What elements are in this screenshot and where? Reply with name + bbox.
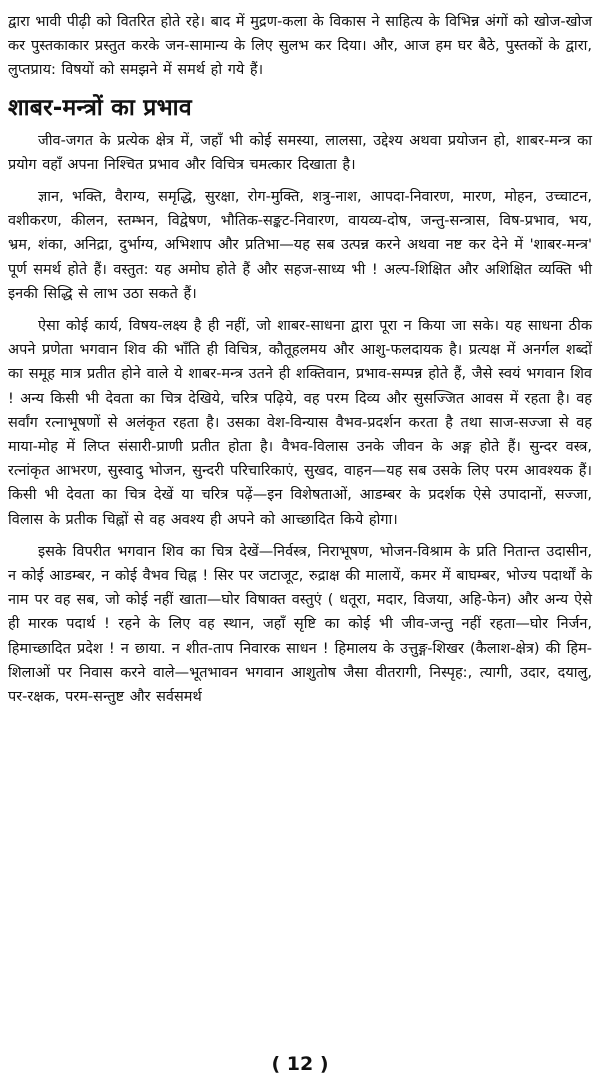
uses-paragraph: ज्ञान, भक्ति, वैराग्य, समृद्धि, सुरक्षा, रोग-मुक्ति, शत्रु-नाश, आपदा-निवारण, मारण, मोहन, उच्चाटन, वशीकरण, कीलन, स्तम्भन, विद्वेषण, भौतिक-सङ्कट-निवारण, वायव्य-दोष, जन्तु-सन्त्रास, विष-प्रभाव, भय, भ्रम, शंका, अनिद्रा, दुर्भाग्य, अभिशाप और प्रतिभा—यह सब उत्पन्न करने अथवा नष्ट कर देने में 'शाबर-मन्त्र' पूर्ण समर्थ होते हैं। वस्तुत: यह अमोघ होते हैं और सहज-साध्य भी ! अल्प-शिक्षित और अशिक्षित व्यक्ति भी इनकी सिद्धि से लाभ उठा सकते हैं। [8,189,592,302]
book-page [8,10,592,1075]
intro-paragraph: द्वारा भावी पीढ़ी को वितरित होते रहे। बाद में मुद्रण-कला के विकास ने साहित्य के विभिन्न अंगों को खोज-खोज कर पुस्तकाकार प्रस्तुत करके जन-सामान्य के लिए सुलभ कर दिया। और, आज हम घर बैठे, पुस्तकों के द्वारा, लुप्तप्राय: विषयों को समझने में समर्थ हो गये हैं। [8,14,592,79]
shiva-paragraph: इसके विपरीत भगवान शिव का चित्र देखें—निर्वस्त्र, निराभूषण, भोजन-विश्राम के प्रति नितान्त उदासीन, न कोई आडम्बर, न कोई वैभव चिह्न ! सिर पर जटाजूट, रुद्राक्ष की मालायें, कमर में बाघम्बर, भोज्य पदार्थों के नाम पर वह सब, जो कोई नहीं खाता—घोर विषाक्त वस्तुएं ( धतूरा, मदार, विजया, अहि-फेन) और अन्य ऐसे ही मारक पदार्थ ! रहने के लिए वह स्थान, जहाँ सृष्टि का कोई भी जीव-जन्तु नहीं रहता—घोर निर्जन, हिमाच्छादित प्रदेश ! न छाया. न शीत-ताप निवारक साधन ! हिमालय के उत्तुङ्ग-शिखर (कैलाश-क्षेत्र) की हिम-शिलाओं पर निवास करने वाले—भूतभावन भगवान आशुतोष जैसा वीतरागी, निस्पृह:, त्यागी, उदार, दयालु, पर-रक्षक, परम-सन्तुष्ट और सर्वसमर्थ [8,543,592,706]
effect-paragraph: जीव-जगत के प्रत्येक क्षेत्र में, जहाँ भी कोई समस्या, लालसा, उद्देश्य अथवा प्रयोजन हो, शाबर-मन्त्र का प्रयोग वहाँ अपना निश्चित प्रभाव और विचित्र चमत्कार दिखाता है। [8,132,592,173]
section-heading: शाबर-मन्त्रों का प्रभाव [8,94,192,121]
deities-paragraph: ऐसा कोई कार्य, विषय-लक्ष्य है ही नहीं, जो शाबर-साधना द्वारा पूरा न किया जा सके। यह साधना ठीक अपने प्रणेता भगवान शिव की भाँति ही विचित्र, कौतूहलमय और आशु-फलदायक है। प्रत्यक्ष में अनर्गल शब्दों का समूह मात्र प्रतीत होने वाले ये शाबर-मन्त्र उतने ही शक्तिवान, प्रभाव-सम्पन्न होते हैं, जैसे स्वयं भगवान शिव ! अन्य किसी भी देवता का चित्र देखिये, चरित्र पढ़िये, वह परम दिव्य और सुसज्जित आवस में रहता है। वह सर्वांग रत्नाभूषणों से अलंकृत रहता है। उसका वेश-विन्यास वैभव-प्रदर्शन करता है तथा साज-सज्जा से वह माया-मोह में लिप्त संसारी-प्राणी प्रतीत होता है। वैभव-विलास उनके जीवन के अङ्ग होते हैं। सुन्दर वस्त्र, रत्नांकृत आभरण, सुस्वादु भोजन, सुन्दरी परिचारिकाएं, सुखद, वाहन—यह सब उसके लिए परम आवश्यक हैं। किसी भी देवता का चित्र देखें या चरित्र पढ़ें—इन विशेषताओं, आडम्बर के प्रदर्शक ऐसे उपादानों, सज्जा, विलास के प्रतीक चिह्नों से वह अवश्य ही अपने को आच्छादित किये होगा। [8,318,592,528]
page-number: ( 12 ) [271,1053,329,1075]
